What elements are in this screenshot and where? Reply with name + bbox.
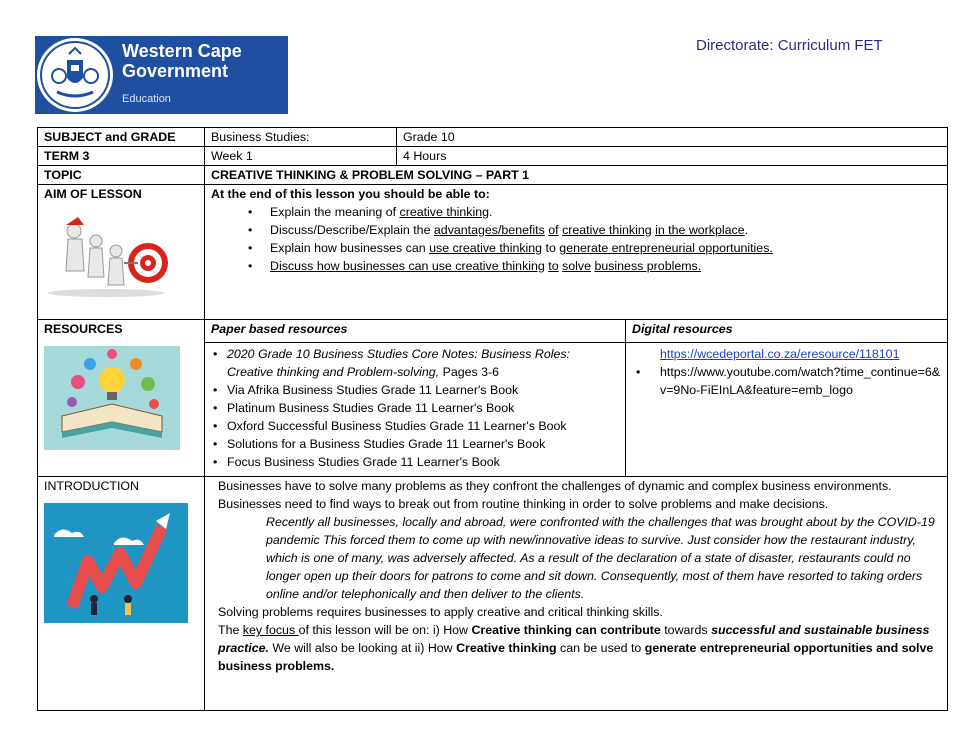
grade-value: Grade 10 xyxy=(397,128,948,147)
lesson-table xyxy=(37,127,948,711)
wcg-logo xyxy=(35,36,288,114)
introduction-row xyxy=(38,477,948,711)
paper-resource-item: • Via Afrika Business Studies Grade 11 Learner's Book xyxy=(211,381,619,399)
aim-item: • Discuss how businesses can use creative thinking to solve business problems. xyxy=(270,257,941,275)
subject-label: SUBJECT and GRADE xyxy=(38,128,205,147)
aim-row xyxy=(38,185,948,320)
paper-resource-item: • Focus Business Studies Grade 11 Learner's Book xyxy=(211,453,619,471)
eportal-link[interactable]: https://wcedeportal.co.za/eresource/118101 xyxy=(660,347,900,361)
week-value: Week 1 xyxy=(205,147,397,166)
subject-value: Business Studies: xyxy=(205,128,397,147)
topic-label: TOPIC xyxy=(38,166,205,185)
digital-resources-header: Digital resources xyxy=(626,320,948,343)
paper-resource-item: • 2020 Grade 10 Business Studies Core Notes: Business Roles: Creative thinking and Problem-solving, Pages 3-6 xyxy=(211,345,619,381)
logo-sub: Education xyxy=(122,93,171,105)
topic-row xyxy=(38,166,948,185)
paper-resources-header: Paper based resources xyxy=(205,320,626,343)
resources-header-row xyxy=(38,320,948,343)
figures-pulling-target-icon xyxy=(44,211,174,299)
term-label: TERM 3 xyxy=(38,147,205,166)
paper-resource-item: • Oxford Successful Business Studies Grade 11 Learner's Book xyxy=(211,417,619,435)
topic-value: CREATIVE THINKING & PROBLEM SOLVING – PART 1 xyxy=(205,166,948,185)
aim-intro: At the end of this lesson you should be able to: xyxy=(211,187,490,201)
aim-list xyxy=(211,203,941,275)
resources-label: RESOURCES xyxy=(44,322,123,336)
paper-resource-item: • Platinum Business Studies Grade 11 Learner's Book xyxy=(211,399,619,417)
youtube-link[interactable]: • https://www.youtube.com/watch?time_continue=6&v=9No-FiEInLA&feature=emb_logo xyxy=(660,363,941,399)
coat-of-arms-icon xyxy=(37,38,113,112)
digital-resources-list xyxy=(632,345,941,399)
paper-resources-list xyxy=(211,345,619,471)
paper-resource-item: • Solutions for a Business Studies Grade 11 Learner's Book xyxy=(211,435,619,453)
intro-paragraph-1: Businesses have to solve many problems as they confront the challenges of dynamic and complex business environments. Businesses need to find ways to break out from routine thinking in order to solve problems and make decisions. xyxy=(218,479,892,511)
term-row xyxy=(38,147,948,166)
aim-item: • Explain the meaning of creative thinking. xyxy=(270,203,941,221)
aim-label: AIM OF LESSON xyxy=(44,187,142,201)
intro-paragraph-2: Recently all businesses, locally and abroad, were confronted with the challenges that was brought about by the COVID-19 pandemic This forced them to come up with new/innovative ideas to survive. Just consider how the restaurant industry, which is one of many, was adversely affected. As a result of the declaration of a state of disaster, restaurants could no longer open up their doors for patrons to come and sit down. Consequently, most of them have resorted to taking orders online and/or telephonically and then deliver to the clients. xyxy=(266,515,935,601)
aim-item: • Explain how businesses can use creative thinking to generate entrepreneurial opportunities. xyxy=(270,239,941,257)
intro-paragraph-4: The key focus of this lesson will be on: i) How Creative thinking can contribute towards successful and sustainable business practice. We will also be looking at ii) How Creative thinking can be used to generate entrepreneurial opportunities and solve business problems. xyxy=(218,623,934,673)
intro-paragraph-3: Solving problems requires businesses to apply creative and critical thinking skills. xyxy=(218,605,663,619)
subject-row xyxy=(38,128,948,147)
book-ideas-icon xyxy=(44,346,180,450)
growth-rocket-icon xyxy=(44,503,188,623)
hours-value: 4 Hours xyxy=(397,147,948,166)
directorate-label: Directorate: Curriculum FET xyxy=(696,37,883,54)
logo-line-1: Western Cape xyxy=(122,41,242,61)
introduction-label: INTRODUCTION xyxy=(44,479,139,493)
logo-line-2: Government xyxy=(122,61,229,81)
aim-item: • Discuss/Describe/Explain the advantages/benefits of creative thinking in the workplace. xyxy=(270,221,941,239)
